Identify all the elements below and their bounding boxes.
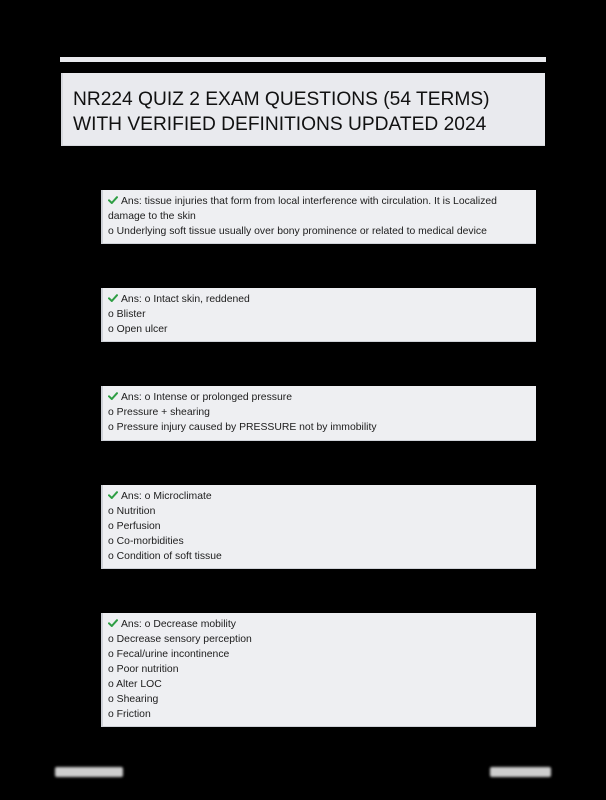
title-line-1: NR224 QUIZ 2 EXAM QUESTIONS (54 TERMS) <box>73 89 490 110</box>
answer-first-line <box>108 489 532 504</box>
answer-line: damage to the skin <box>108 211 196 222</box>
answer-line: o Friction <box>108 709 151 720</box>
blurred-footer-page-number <box>490 767 551 777</box>
answer-line: o Nutrition <box>108 506 156 517</box>
check-icon <box>108 490 118 500</box>
answer-line: o Perfusion <box>108 521 161 532</box>
answer-text: Ans: o Decrease mobility <box>121 619 236 630</box>
title-line-2: WITH VERIFIED DEFINITIONS UPDATED 2024 <box>73 114 487 135</box>
check-icon <box>108 618 118 628</box>
answer-line: o Shearing <box>108 694 159 705</box>
answer-first-line <box>108 194 532 209</box>
answer-text: Ans: o Intense or prolonged pressure <box>121 392 292 403</box>
answer-line: o Open ulcer <box>108 324 168 335</box>
answer-line: o Decrease sensory perception <box>108 634 252 645</box>
answer-first-line <box>108 390 532 405</box>
answer-text: Ans: o Microclimate <box>121 491 212 502</box>
check-icon <box>108 293 118 303</box>
answer-card <box>101 613 536 727</box>
answer-line: o Fecal/urine incontinence <box>108 649 230 660</box>
answer-card <box>101 485 536 569</box>
answer-text: Ans: tissue injuries that form from local interference with circulation. It is Localized <box>121 196 497 207</box>
answer-line: o Condition of soft tissue <box>108 551 222 562</box>
answer-line: o Underlying soft tissue usually over bony prominence or related to medical device <box>108 226 487 237</box>
check-icon <box>108 195 118 205</box>
answer-first-line <box>108 292 532 307</box>
blurred-footer-watermark-left <box>55 767 123 777</box>
answer-line: o Pressure injury caused by PRESSURE not by immobility <box>108 422 377 433</box>
answer-line: o Pressure + shearing <box>108 407 210 418</box>
answer-card <box>101 190 536 244</box>
check-icon <box>108 391 118 401</box>
top-divider <box>60 57 546 62</box>
answer-line: o Co-morbidities <box>108 536 184 547</box>
document-title <box>61 73 545 146</box>
answer-line: o Blister <box>108 309 146 320</box>
answer-first-line <box>108 617 532 632</box>
answer-text: Ans: o Intact skin, reddened <box>121 294 250 305</box>
answer-line: o Poor nutrition <box>108 664 179 675</box>
answer-card <box>101 288 536 342</box>
answer-line: o Alter LOC <box>108 679 162 690</box>
answer-card <box>101 386 536 441</box>
